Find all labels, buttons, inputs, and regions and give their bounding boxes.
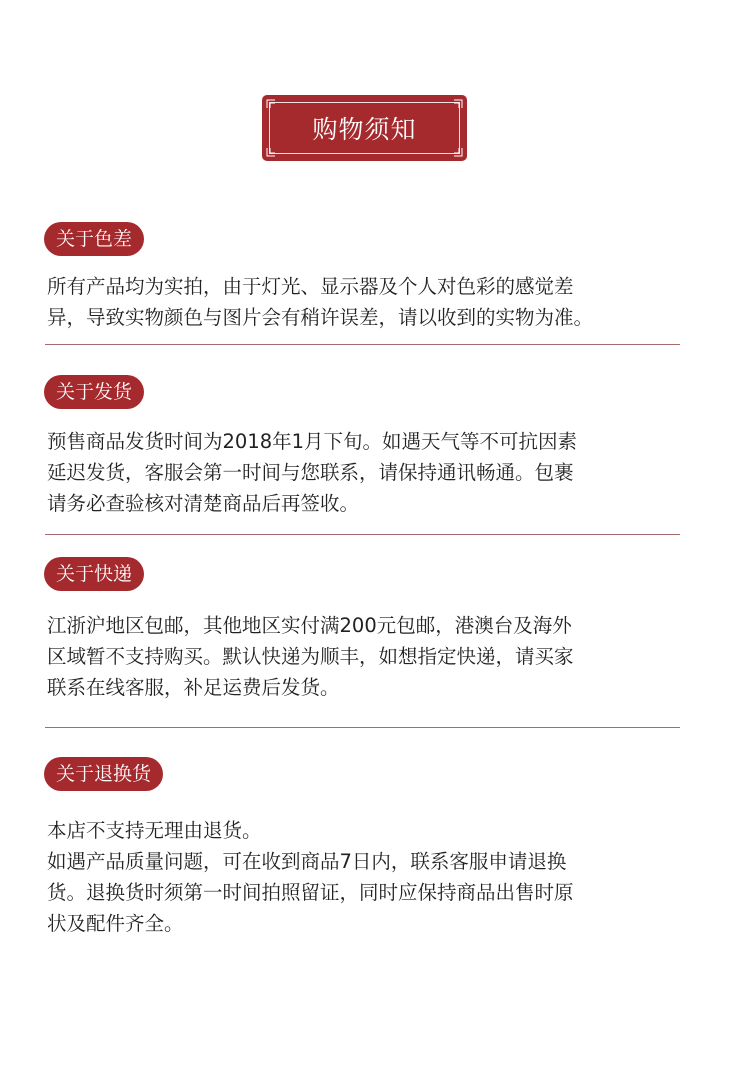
section-tag-color: 关于色差 — [44, 222, 144, 256]
section-body-shipping — [47, 426, 697, 519]
section-body-color — [47, 271, 697, 333]
paragraph-line: 如遇产品质量问题，可在收到商品7日内，联系客服申请退换 — [47, 850, 567, 873]
paragraph-line: 所有产品均为实拍，由于灯光、显示器及个人对色彩的感觉差 — [47, 275, 574, 298]
section-divider — [45, 344, 680, 345]
paragraph-line: 区域暂不支持购买。默认快递为顺丰，如想指定快递，请买家 — [47, 645, 574, 668]
section-divider — [45, 534, 680, 535]
section-body-courier — [47, 610, 697, 703]
paragraph-line: 江浙沪地区包邮，其他地区实付满200元包邮，港澳台及海外 — [47, 614, 572, 637]
paragraph-line: 预售商品发货时间为2018年1月下旬。如遇天气等不可抗因素 — [47, 430, 578, 453]
section-tag-courier: 关于快递 — [44, 557, 144, 591]
section-body-returns — [47, 815, 697, 939]
section-tag-returns: 关于退换货 — [44, 757, 163, 791]
paragraph-line: 本店不支持无理由退货。 — [47, 819, 262, 842]
paragraph-line: 货。退换货时须第一时间拍照留证，同时应保持商品出售时原 — [47, 881, 574, 904]
paragraph-line: 延迟发货，客服会第一时间与您联系，请保持通讯畅通。包裹 — [47, 461, 574, 484]
paragraph-line: 联系在线客服，补足运费后发货。 — [47, 676, 340, 699]
paragraph-line: 请务必查验核对清楚商品后再签收。 — [47, 492, 360, 515]
page-title: 购物须知 — [312, 115, 417, 144]
paragraph-line: 状及配件齐全。 — [47, 912, 184, 935]
section-tag-shipping: 关于发货 — [44, 375, 144, 409]
paragraph-line: 异，导致实物颜色与图片会有稍许误差，请以收到的实物为准。 — [47, 306, 594, 329]
title-banner — [262, 95, 467, 161]
section-divider — [45, 727, 680, 728]
